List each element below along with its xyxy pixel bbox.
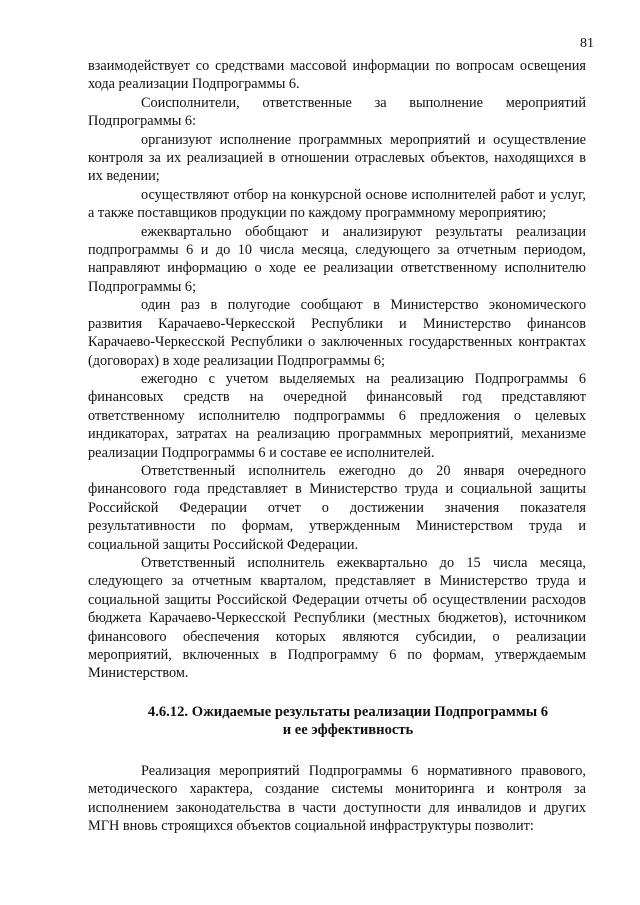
paragraph: осуществляют отбор на конкурсной основе исполнителей работ и услуг, а также поставщиков продукции по каждому программному мероприятию;	[88, 186, 586, 222]
paragraph: Ответственный исполнитель ежеквартально до 15 числа месяца, следующего за отчетным кварталом, представляет в Министерство труда и социальной защиты Российской Федерации отчеты об осуществлении расходов бюджета Карачаево-Черкесской Республики (местных бюджетов), источником финансового обеспечения которых являются субсидии, о реализации мероприятий, включенных в Подпрограмму 6 по формам, утверждаемым Министерством.	[88, 554, 586, 682]
paragraph: ежегодно с учетом выделяемых на реализацию Подпрограммы 6 финансовых средств на очередной финансовый год представляют ответственному исполнителю подпрограммы 6 предложения о целевых индикаторах, затратах на реализацию программных мероприятий, механизме реализации Подпрограммы 6 и составе ее исполнителей.	[88, 370, 586, 461]
section-heading-line: 4.6.12. Ожидаемые результаты реализации Подпрограммы 6	[147, 703, 549, 720]
section-heading	[88, 703, 586, 740]
paragraph: взаимодействует со средствами массовой информации по вопросам освещения хода реализации Подпрограммы 6.	[88, 58, 586, 93]
paragraph: один раз в полугодие сообщают в Министерство экономического развития Карачаево-Черкесской Республики и Министерство финансов Карачаево-Черкесской Республики о заключенных государственных контрактах (договорах) в ходе реализации Подпрограммы 6;	[88, 297, 586, 369]
document-body	[88, 57, 586, 836]
page-number: 81	[580, 36, 594, 51]
paragraph: Соисполнители, ответственные за выполнение мероприятий Подпрограммы 6:	[88, 94, 586, 130]
section-heading-line: и ее эффективность	[282, 722, 414, 739]
paragraph: организуют исполнение программных мероприятий и осуществление контроля за их реализацией в отношении отраслевых объектов, находящихся в их ведении;	[88, 131, 586, 185]
paragraph: Ответственный исполнитель ежегодно до 20 января очередного финансового года представляет в Министерство труда и социальной защиты Российской Федерации отчет о достижении значения показателя результативности по формам, утвержденным Министерством труда и социальной защиты Российской Федерации.	[88, 462, 586, 553]
paragraph: Реализация мероприятий Подпрограммы 6 нормативного правового, методического характера, создание системы мониторинга и контроля за исполнением законодательства в части доступности для инвалидов и других МГН вновь строящихся объектов социальной инфраструктуры позволит:	[88, 763, 586, 835]
paragraph: ежеквартально обобщают и анализируют результаты реализации подпрограммы 6 и до 10 числа месяца, следующего за отчетным периодом, направляют информацию о ходе ее реализации ответственному исполнителю Подпрограммы 6;	[88, 223, 586, 295]
